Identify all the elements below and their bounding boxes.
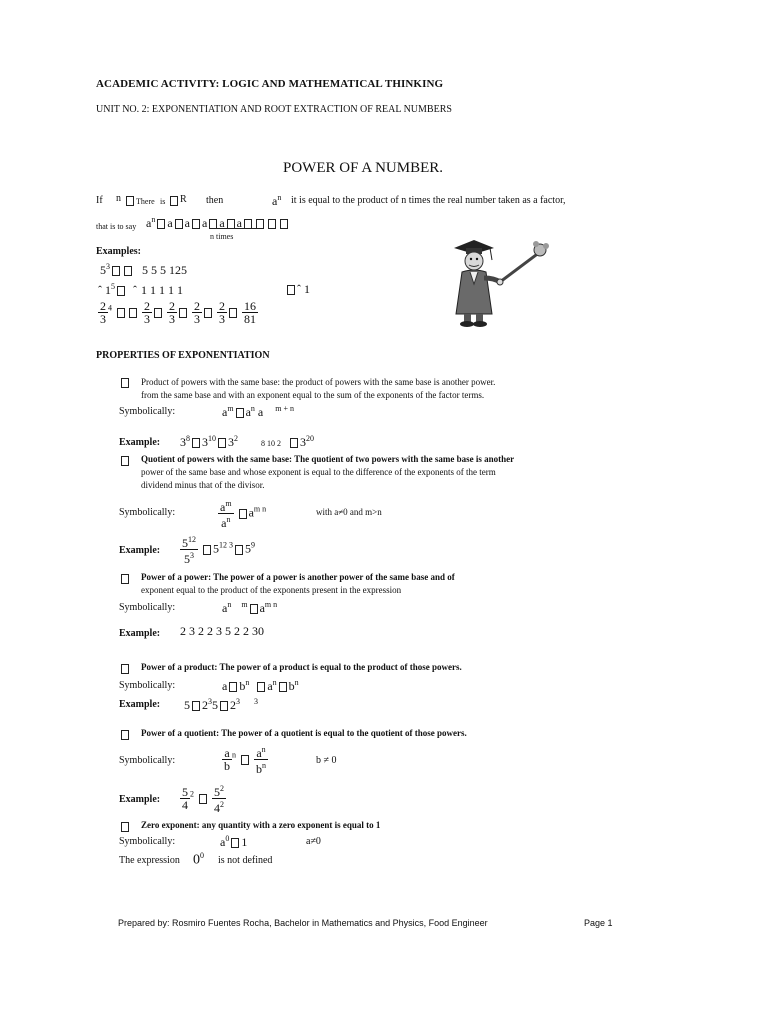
p2-example-label: Example: — [119, 545, 161, 556]
footer-page-number: Page 1 — [584, 918, 613, 928]
p1-example: $3^8$ $3^{10}$ $3^2$ 8 10 2 $3^{20}$ — [180, 434, 314, 449]
p4-example-label: Example: — [119, 699, 161, 710]
p5-title: Power of a quotient: The power of a quotient is equal to the quotient of those powers. — [141, 728, 467, 738]
p1-symbolically: Symbolically: — [119, 406, 176, 417]
p2-text-2: dividend minus that of the divisor. — [141, 480, 265, 490]
definition-there: There — [136, 197, 155, 206]
p3-example-label: Example: — [119, 628, 161, 639]
p5-condition: b ≠ 0 — [316, 755, 337, 766]
p4-symbolically: Symbolically: — [119, 680, 176, 691]
p3-text-1: exponent equal to the product of the exponents present in the expression — [141, 585, 402, 595]
p5-example: $\frac{5}{4}$ $^2$ $\frac{5^2}{4^2}$ — [182, 784, 224, 815]
p1-text-2: from the same base and with an exponent equal to the sum of the exponents of the factor terms. — [141, 390, 485, 400]
p6-title: Zero exponent: any quantity with a zero exponent is equal to 1 — [141, 820, 381, 830]
p6-symbolically: Symbolically: — [119, 836, 176, 847]
p2-symbolically: Symbolically: — [119, 507, 176, 518]
examples-label: Examples: — [96, 246, 141, 257]
p6-expression-label: The expression — [119, 855, 180, 866]
bullet-icon — [121, 664, 129, 674]
example-2: ˆ $1^5$ ˆ 1 1 1 1 1 — [98, 282, 183, 297]
p2-text-1: power of the same base and whose exponent is equal to the difference of the exponents of the term — [141, 467, 496, 477]
p5-formula: $\frac{a}{b}$ $^n$ $\frac{a^n}{b^n}$ — [224, 745, 266, 776]
brace-line — [212, 228, 256, 229]
definition-then: then — [206, 195, 224, 206]
bullet-icon — [121, 456, 129, 466]
definition-n: n — [116, 193, 121, 204]
p2-condition: with a≠0 and m>n — [316, 507, 382, 517]
definition-if: If — [96, 195, 103, 206]
p3-example: 2 3 2 2 3 5 2 2 30 — [180, 624, 264, 638]
p5-example-label: Example: — [119, 794, 161, 805]
p3-symbolically: Symbolically: — [119, 602, 176, 613]
professor-clipart — [440, 234, 550, 330]
bullet-icon — [121, 822, 129, 832]
p1-formula: $a^m$ $a^n$ a $^{m + n}$ — [222, 404, 294, 419]
p2-example: $\frac{5^{12}}{5^3}$ $5^{12 3}$ $5^9$ — [182, 535, 255, 566]
example-3: $\frac{2}{3}$ $^4$ $\frac{2}{3}$ $\frac{2}{3}$ $\frac{2}{3}$ $\frac{2}{3}$ $\frac{16}{81}$ — [100, 299, 256, 326]
that-is-to-say: that is to say — [96, 222, 137, 231]
bullet-icon — [121, 378, 129, 388]
bullet-icon — [121, 730, 129, 740]
n-times-label: n times — [210, 232, 234, 241]
footer-prepared-by: Prepared by: Rosmiro Fuentes Rocha, Bachelor in Mathematics and Physics, Food Engineer — [118, 918, 488, 928]
p5-symbolically: Symbolically: — [119, 755, 176, 766]
definition-is: is — [160, 197, 166, 206]
p4-example: 5 $2^35$ $2^3$ $^3$ — [184, 697, 258, 712]
p1-text-1: Product of powers with the same base: the product of powers with the same base is another power. — [141, 377, 496, 387]
properties-heading: PROPERTIES OF EXPONENTIATION — [96, 350, 270, 361]
activity-heading: ACADEMIC ACTIVITY: LOGIC AND MATHEMATICAL THINKING — [96, 78, 444, 90]
unit-heading: UNIT NO. 2: EXPONENTIATION AND ROOT EXTRACTION OF REAL NUMBERS — [96, 104, 452, 115]
missing-glyph-icon — [170, 196, 178, 206]
p6-expression-tail: is not defined — [218, 855, 273, 866]
missing-glyph-icon — [126, 196, 134, 206]
p2-title: Quotient of powers with the same base: The quotient of two powers with the same base is another — [141, 454, 515, 464]
p3-formula: $a^n$ $^m$ $a^{m n}$ — [222, 600, 278, 615]
p6-condition: a≠0 — [306, 836, 321, 847]
definition-text: it is equal to the product of n times the real number taken as a factor, — [291, 195, 566, 206]
p2-formula: $\frac{a^m}{a^n}$ $a^{m n}$ — [220, 499, 267, 530]
p6-formula: $a^0$ 1 — [220, 834, 248, 849]
bullet-icon — [121, 574, 129, 584]
definition-a: $a^n$ — [272, 193, 282, 208]
example-1: $5^3$ 5 5 5 125 — [100, 262, 187, 277]
definition-product: $a^n$ a a a a a — [146, 215, 290, 231]
definition-real-set: R — [180, 194, 187, 205]
p6-expression: $0^0$ — [193, 851, 204, 868]
p1-example-label: Example: — [119, 437, 161, 448]
p4-title: Power of a product: The power of a product is equal to the product of those powers. — [141, 662, 462, 672]
p3-title: Power of a power: The power of a power is another power of the same base and of — [141, 572, 455, 582]
page-title: POWER OF A NUMBER. — [283, 160, 444, 176]
example-2-result: ˆ 1 — [285, 282, 310, 297]
p4-formula: a $b^n$ $a^n$ $b^n$ — [222, 678, 299, 693]
